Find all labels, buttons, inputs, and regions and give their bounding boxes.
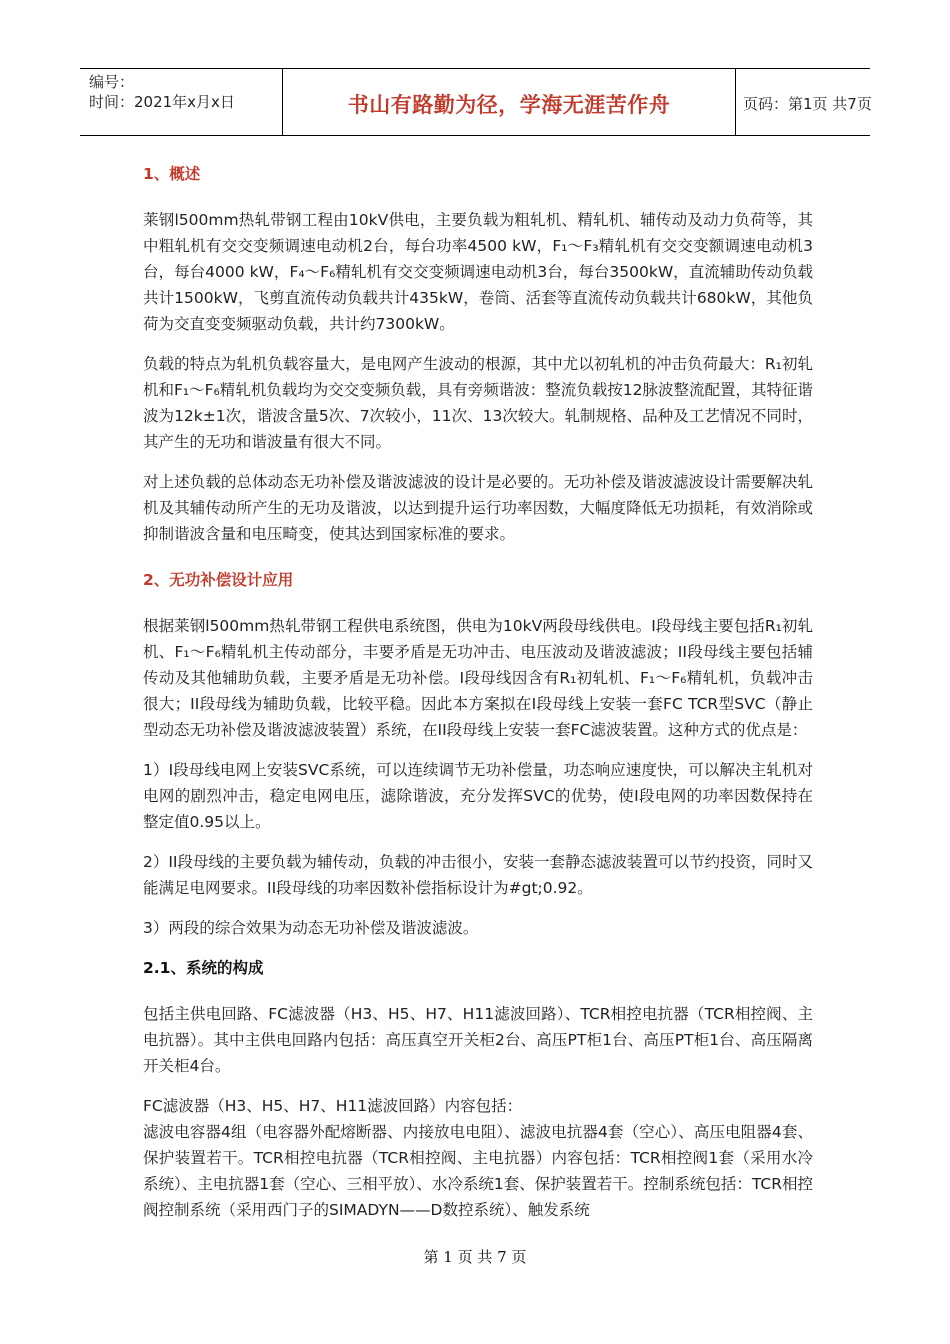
motto: 书山有路勤为径，学海无涯苦作舟: [347, 93, 671, 117]
section-2-title: 2、无功补偿设计应用: [143, 571, 294, 589]
date-label: 时间：2021年x月x日: [89, 93, 235, 111]
serial-label: 编号：: [89, 73, 135, 91]
document-body: [143, 155, 813, 1223]
section-2-paragraph-1: 根据莱钢l500mm热轧带钢工程供电系统图，供电为10kV两段母线供电。I段母线主要包括R₁初轧机、F₁～F₆精轧机主传动部分，丰要矛盾是无功冲击、电压波动及谐波滤波；II段母线主要包括辅传动及其他辅助负载，主要矛盾是无功补偿。I段母线因含有R₁初轧机、F₁～F₆精轧机，负载冲击很大；II段母线为辅助负载，比较平稳。因此本方案拟在I段母线上安装一套FC TCR型SVC（静止型动态无功补偿及谐波滤波装置）系统，在II段母线上安装一套FC滤波装置。这种方式的优点是：: [143, 617, 813, 739]
section-2-1-paragraph-1: 包括主供电回路、FC滤波器（H3、H5、H7、H11滤波回路）、TCR相控电抗器（TCR相控阀、主电抗器）。其中主供电回路内包括：高压真空开关柜2台、高压PT柜1台、高压PT柜1台、高压隔离开关柜4台。: [143, 1005, 813, 1075]
section-2-item-3: 3）两段的综合效果为动态无功补偿及谐波滤波。: [143, 919, 479, 937]
header-page-cell: [735, 69, 870, 135]
section-2-item-1: 1）I段母线电网上安装SVC系统，可以连续调节无功补偿量，功态响应速度快，可以解决主轧机对电网的剧烈冲击，稳定电网电压，滤除谐波，充分发挥SVC的优势，使I段电网的功率因数保持在整定值0.95以上。: [143, 761, 813, 831]
page-footer: 第 1 页 共 7 页: [423, 1248, 527, 1266]
section-2-1-paragraph-2-lead: FC滤波器（H3、H5、H7、H11滤波回路）内容包括：: [143, 1097, 523, 1115]
section-1-paragraph-2: 负载的特点为轧机负载容量大，是电网产生波动的根源，其中尤以初轧机的冲击负荷最大：R₁初轧机和F₁～F₆精轧机负载均为交交变频负载，具有旁频谐波：整流负载按12脉波整流配置，其特征谐波为12k±1次，谐波含量5次、7次较小，11次、13次较大。轧制规格、品种及工艺情况不同时，其产生的无功和谐波量有很大不同。: [143, 355, 813, 451]
section-1-paragraph-1: 莱钢l500mm热轧带钢工程由10kV供电，主要负载为粗轧机、精轧机、辅传动及动力负荷等，其中粗轧机有交交变频调速电动机2台，每台功率4500 kW，F₁～F₃精轧机有交交变额调速电动机3台，每台4000 kW，F₄～F₆精轧机有交交变频调速电动机3台，每台3500kW，直流辅助传动负载共计1500kW，飞剪直流传动负载共计435kW，卷筒、活套等直流传动负载共计680kW，其他负荷为交直变变频驱动负载，共计约7300kW。: [143, 211, 813, 333]
header-motto-cell: [282, 69, 736, 135]
header-meta-cell: [80, 69, 282, 135]
section-1-paragraph-3: 对上述负载的总体动态无功补偿及谐波滤波的设计是必要的。无功补偿及谐波滤波设计需要解决轧机及其辅传动所产生的无功及谐波，以达到提升运行功率因数，大幅度降低无功损耗，有效消除或抑制谐波含量和电压畸变，使其达到国家标准的要求。: [143, 473, 813, 543]
section-1-title: 1、概述: [143, 165, 201, 183]
section-2-1-title: 2.1、系统的构成: [143, 959, 264, 977]
page-label: 页码：第1页 共7页: [743, 95, 872, 113]
section-2-1-paragraph-2-body: 滤波电容器4组（电容器外配熔断器、内接放电电阻）、滤波电抗器4套（空心）、高压电阻器4套、保护装置若干。TCR相控电抗器（TCR相控阀、主电抗器）内容包括：TCR相控阀1套（采用水冷系统）、主电抗器1套（空心、三相平放）、水冷系统1套、保护装置若干。控制系统包括：TCR相控阀控制系统（采用西门子的SIMADYN——D数控系统）、触发系统: [143, 1123, 813, 1219]
section-2-item-2: 2）II段母线的主要负载为辅传动，负载的冲击很小，安装一套静态滤波装置可以节约投资，同时又能满足电网要求。II段母线的功率因数补偿指标设计为#gt;0.92。: [143, 853, 814, 897]
page-header: [80, 68, 870, 136]
